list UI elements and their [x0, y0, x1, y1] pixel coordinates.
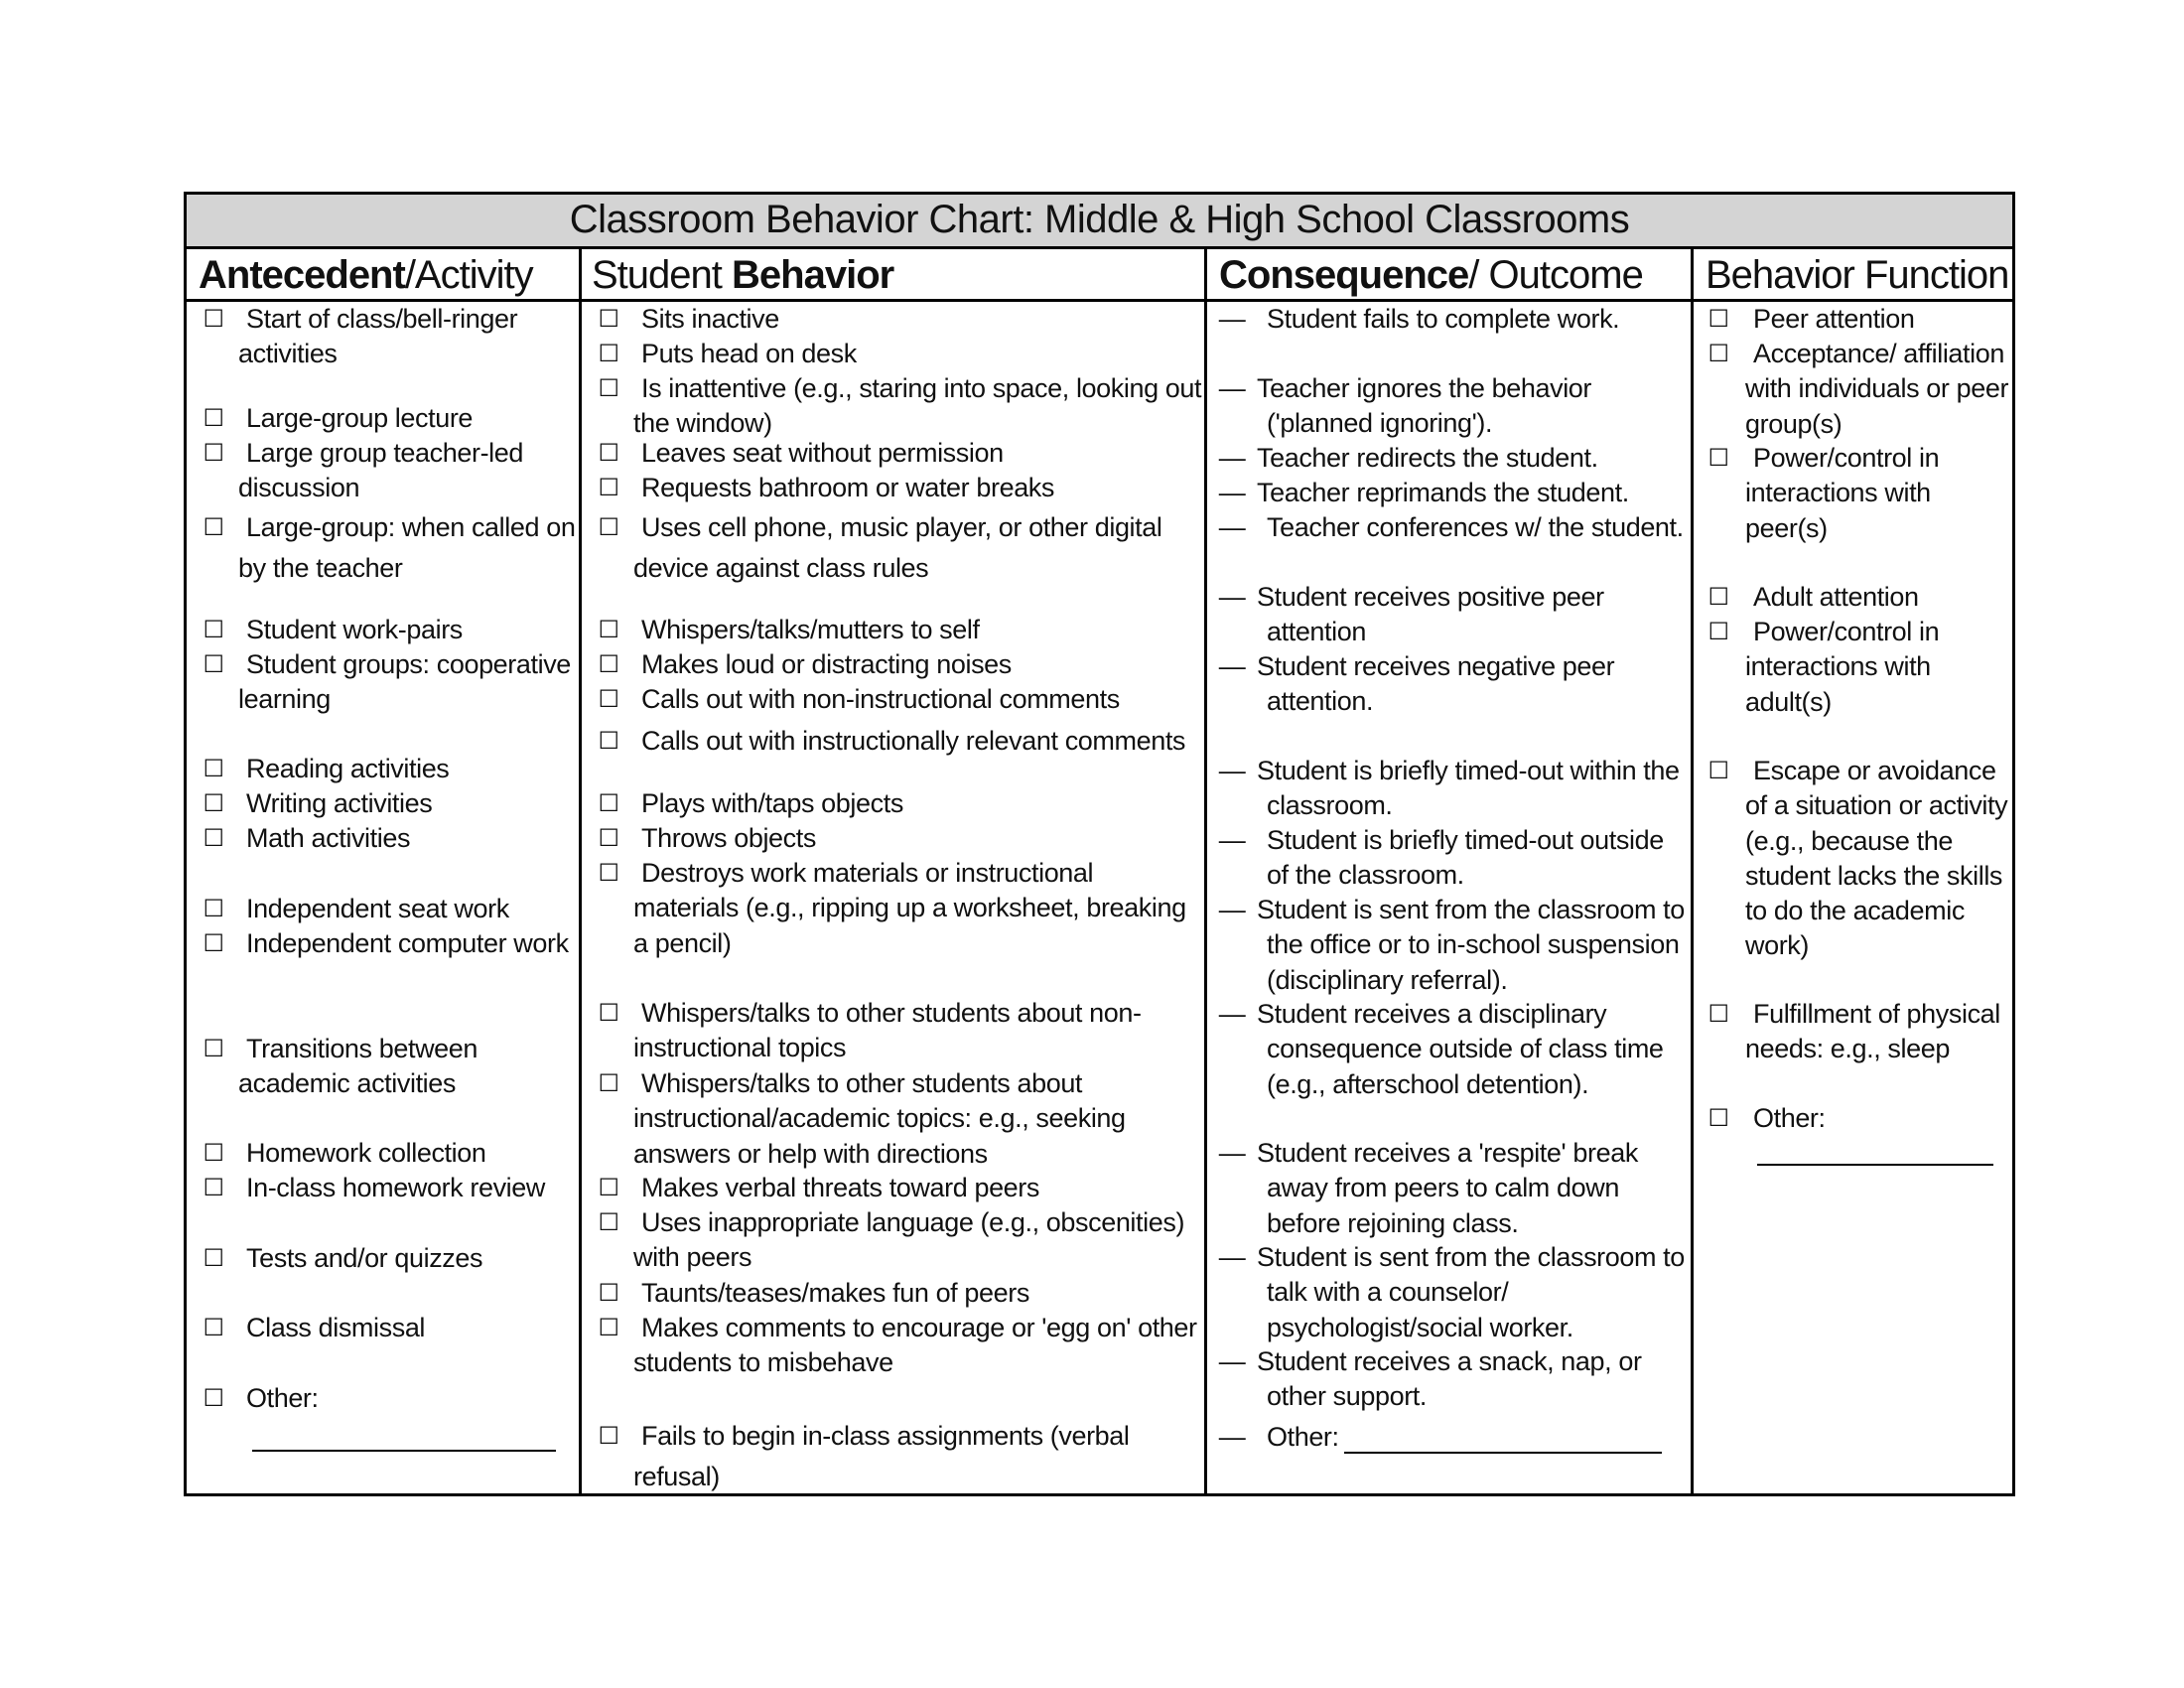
consequence-item: — Student is sent from the classroom to the office or to in-school suspension (disciplinary referral). [1218, 895, 1685, 995]
antecedent-item[interactable]: ☐ In-class homework review [187, 1171, 579, 1205]
behavior-item[interactable]: ☐ Is inattentive (e.g., staring into space, looking out the window) [582, 371, 1204, 442]
checkbox-icon[interactable]: ☐ [598, 1314, 619, 1341]
function-item[interactable]: ☐ Peer attention [1694, 302, 2012, 337]
behavior-item[interactable]: ☐ Calls out with instructionally relevant comments [582, 724, 1204, 759]
checkbox-icon[interactable]: ☐ [598, 999, 619, 1027]
antecedent-item[interactable]: ☐ Student groups: cooperative learning [187, 647, 579, 718]
antecedent-item[interactable]: ☐ Writing activities [187, 786, 579, 821]
behavior-item[interactable]: ☐ Calls out with non-instructional comments [582, 682, 1204, 717]
antecedent-item[interactable]: ☐ Large-group lecture [187, 401, 579, 436]
consequence-column [1204, 249, 1691, 1493]
consequence-item: — Student receives a snack, nap, or other support. [1218, 1346, 1642, 1412]
behavior-item[interactable]: ☐ Whispers/talks to other students about non-instructional topics [582, 996, 1204, 1066]
dash-icon: — [1218, 478, 1246, 507]
dash-icon: — [1218, 512, 1246, 542]
checkbox-icon[interactable]: ☐ [203, 895, 224, 922]
checkbox-icon[interactable]: ☐ [1707, 305, 1729, 333]
function-item[interactable]: ☐ Fulfillment of physical needs: e.g., sleep [1694, 997, 2012, 1067]
behavior-item[interactable]: ☐ Uses cell phone, music player, or other digital device against class rules [582, 507, 1204, 589]
checkbox-icon[interactable]: ☐ [598, 1279, 619, 1307]
antecedent-item[interactable]: ☐ Reading activities [187, 752, 579, 786]
behavior-item[interactable]: ☐ Whispers/talks to other students about instructional/academic topics: e.g., seeking answers or help with directions [582, 1066, 1204, 1172]
function-item-other[interactable]: ☐ Other: [1694, 1101, 2012, 1136]
chart-title: Classroom Behavior Chart: Middle & High School Classrooms [187, 195, 2012, 249]
checkbox-icon[interactable]: ☐ [1707, 757, 1729, 784]
checkbox-icon[interactable]: ☐ [1707, 1104, 1729, 1132]
behavior-chart-table [184, 192, 2015, 1496]
other-blank-line[interactable] [252, 1422, 556, 1452]
dash-icon: — [1218, 373, 1246, 403]
checkbox-icon[interactable]: ☐ [1707, 583, 1729, 611]
behavior-item[interactable]: ☐ Sits inactive [582, 302, 1204, 337]
behavior-header-bold: Behavior [732, 253, 894, 297]
behavior-item[interactable]: ☐ Makes comments to encourage or 'egg on' other students to misbehave [582, 1311, 1204, 1381]
function-header [1694, 249, 2012, 302]
dash-icon: — [1218, 895, 1246, 924]
dash-icon: — [1218, 304, 1246, 334]
dash-icon: — [1218, 756, 1246, 785]
checkbox-icon[interactable]: ☐ [1707, 1000, 1729, 1028]
consequence-item: — Student receives a 'respite' break away from peers to calm down before rejoining class. [1218, 1138, 1638, 1238]
other-blank-line[interactable] [1757, 1136, 1993, 1166]
checkbox-icon[interactable]: ☐ [598, 859, 619, 887]
antecedent-header-bold: Antecedent [199, 253, 405, 297]
antecedent-item[interactable]: ☐ Independent computer work [187, 926, 579, 961]
dash-icon: — [1218, 582, 1246, 612]
antecedent-item[interactable]: ☐ Large-group: when called on by the teacher [187, 507, 579, 589]
antecedent-column [187, 249, 579, 1493]
behavior-item[interactable]: ☐ Whispers/talks/mutters to self [582, 613, 1204, 647]
checkbox-icon[interactable]: ☐ [203, 789, 224, 817]
checkbox-icon[interactable]: ☐ [203, 1384, 224, 1412]
dash-icon: — [1218, 1422, 1246, 1452]
consequence-item: — Student receives positive peer attention [1218, 582, 1604, 647]
checkbox-icon[interactable]: ☐ [203, 305, 224, 333]
checkbox-icon[interactable]: ☐ [203, 1035, 224, 1062]
consequence-item: — Student receives a disciplinary consequence outside of class time (e.g., afterschool detention). [1218, 999, 1664, 1099]
behavior-column [579, 249, 1204, 1493]
consequence-item: — Student fails to complete work. [1207, 302, 1691, 337]
checkbox-icon[interactable]: ☐ [203, 755, 224, 782]
checkbox-icon[interactable]: ☐ [203, 616, 224, 643]
checkbox-icon[interactable]: ☐ [598, 685, 619, 713]
checkbox-icon[interactable]: ☐ [1707, 340, 1729, 367]
checkbox-icon[interactable]: ☐ [598, 1174, 619, 1201]
antecedent-item[interactable]: ☐ Math activities [187, 821, 579, 856]
checkbox-icon[interactable]: ☐ [1707, 444, 1729, 472]
behavior-item[interactable]: ☐ Requests bathroom or water breaks [582, 471, 1204, 505]
checkbox-icon[interactable]: ☐ [203, 1174, 224, 1201]
consequence-item: — Student is sent from the classroom to talk with a counselor/ psychologist/social worker. [1218, 1242, 1685, 1342]
consequence-item: — Student is briefly timed-out outside of the classroom. [1218, 825, 1664, 891]
behavior-item[interactable]: ☐ Plays with/taps objects [582, 786, 1204, 821]
consequence-item: — Teacher redirects the student. [1207, 441, 1691, 476]
checkbox-icon[interactable]: ☐ [203, 1139, 224, 1167]
checkbox-icon[interactable]: ☐ [598, 616, 619, 643]
antecedent-header [187, 249, 579, 302]
checkbox-icon[interactable]: ☐ [598, 789, 619, 817]
consequence-header [1207, 249, 1691, 302]
behavior-item[interactable]: ☐ Destroys work materials or instructional materials (e.g., ripping up a worksheet, breaking a pencil) [582, 856, 1204, 961]
consequence-item: — Teacher reprimands the student. [1207, 476, 1691, 510]
behavior-item[interactable]: ☐ Fails to begin in-class assignments (verbal refusal) [582, 1416, 1204, 1497]
consequence-item: — Student is briefly timed-out within the classroom. [1218, 756, 1680, 821]
behavior-header [582, 249, 1204, 302]
function-column [1691, 249, 2012, 1493]
checkbox-icon[interactable]: ☐ [203, 1244, 224, 1272]
antecedent-header-rest: /Activity [404, 253, 533, 297]
behavior-item[interactable]: ☐ Puts head on desk [582, 337, 1204, 371]
checkbox-icon[interactable]: ☐ [598, 305, 619, 333]
function-item[interactable]: ☐ Power/control in interactions with adult(s) [1694, 615, 2012, 720]
consequence-item-other[interactable]: — Other: [1207, 1420, 1691, 1455]
antecedent-item[interactable]: ☐ Independent seat work [187, 892, 579, 926]
dash-icon: — [1218, 825, 1246, 855]
behavior-item[interactable]: ☐ Makes loud or distracting noises [582, 647, 1204, 682]
checkbox-icon[interactable]: ☐ [598, 1422, 619, 1450]
checkbox-icon[interactable]: ☐ [598, 474, 619, 501]
checkbox-icon[interactable]: ☐ [203, 650, 224, 678]
consequence-item: — Teacher conferences w/ the student. [1207, 510, 1691, 545]
checkbox-icon[interactable]: ☐ [203, 513, 224, 541]
antecedent-item[interactable]: ☐ Tests and/or quizzes [187, 1241, 579, 1276]
function-header-text: Behavior Function [1706, 253, 2009, 297]
other-blank-line[interactable] [1344, 1424, 1662, 1454]
checkbox-icon[interactable]: ☐ [598, 650, 619, 678]
dash-icon: — [1218, 443, 1246, 473]
dash-icon: — [1218, 651, 1246, 681]
checkbox-icon[interactable]: ☐ [203, 1314, 224, 1341]
checkbox-icon[interactable]: ☐ [598, 1208, 619, 1236]
behavior-item[interactable]: ☐ Taunts/teases/makes fun of peers [582, 1276, 1204, 1311]
dash-icon: — [1218, 1242, 1246, 1272]
checkbox-icon[interactable]: ☐ [598, 727, 619, 755]
function-item[interactable]: ☐ Acceptance/ affiliation with individuals or peer group(s) [1694, 337, 2012, 442]
function-item[interactable]: ☐ Escape or avoidance of a situation or activity (e.g., because the student lacks the skills to do the academic work) [1694, 754, 2012, 964]
dash-icon: — [1218, 1138, 1246, 1168]
checkbox-icon[interactable]: ☐ [598, 340, 619, 367]
checkbox-icon[interactable]: ☐ [598, 439, 619, 467]
behavior-item[interactable]: ☐ Makes verbal threats toward peers [582, 1171, 1204, 1205]
antecedent-item[interactable]: ☐ Start of class/bell-ringer activities [187, 302, 579, 372]
antecedent-item[interactable]: ☐ Class dismissal [187, 1311, 579, 1345]
function-item[interactable]: ☐ Power/control in interactions with peer(s) [1694, 441, 2012, 546]
behavior-item[interactable]: ☐ Throws objects [582, 821, 1204, 856]
consequence-item: — Teacher ignores the behavior ('planned ignoring'). [1218, 373, 1592, 439]
checkbox-icon[interactable]: ☐ [1707, 618, 1729, 645]
behavior-header-rest: Student [592, 253, 733, 297]
behavior-item[interactable]: ☐ Uses inappropriate language (e.g., obscenities) with peers [582, 1205, 1204, 1276]
consequence-header-rest: / Outcome [1468, 253, 1643, 297]
antecedent-item[interactable]: ☐ Transitions between academic activities [187, 1032, 579, 1102]
checkbox-icon[interactable]: ☐ [203, 439, 224, 467]
consequence-header-bold: Consequence [1219, 253, 1469, 297]
checkbox-icon[interactable]: ☐ [598, 374, 619, 402]
dash-icon: — [1218, 999, 1246, 1029]
behavior-item[interactable]: ☐ Leaves seat without permission [582, 436, 1204, 471]
dash-icon: — [1218, 1346, 1246, 1376]
antecedent-item-other[interactable]: ☐ Other: [187, 1381, 579, 1416]
antecedent-item[interactable]: ☐ Homework collection [187, 1136, 579, 1171]
checkbox-icon[interactable]: ☐ [203, 929, 224, 957]
antecedent-item[interactable]: ☐ Student work-pairs [187, 613, 579, 647]
checkbox-icon[interactable]: ☐ [203, 404, 224, 432]
checkbox-icon[interactable]: ☐ [598, 1069, 619, 1097]
checkbox-icon[interactable]: ☐ [598, 513, 619, 541]
consequence-item: — Student receives negative peer attention. [1218, 651, 1615, 717]
checkbox-icon[interactable]: ☐ [598, 824, 619, 852]
checkbox-icon[interactable]: ☐ [203, 824, 224, 852]
antecedent-item[interactable]: ☐ Large group teacher-led discussion [187, 436, 579, 506]
function-item[interactable]: ☐ Adult attention [1694, 580, 2012, 615]
